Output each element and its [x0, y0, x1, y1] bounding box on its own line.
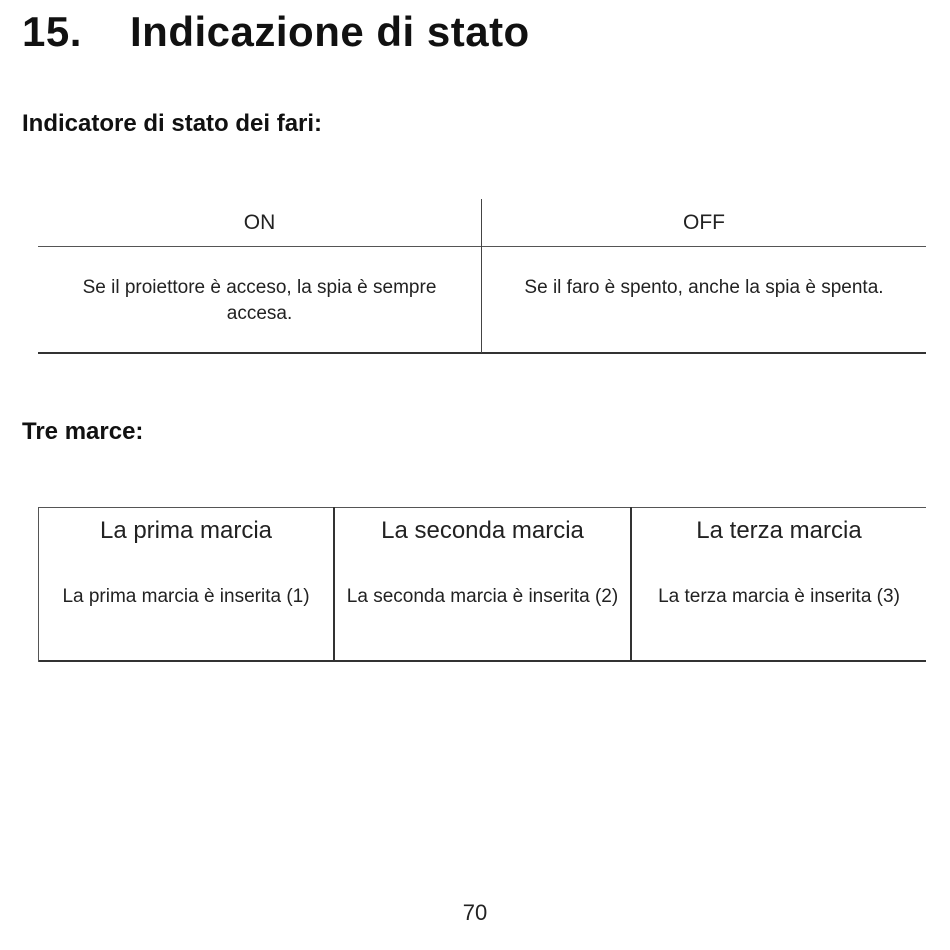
headlight-status-table — [38, 199, 926, 353]
gear-third-description: La terza marcia è inserita (3) — [658, 586, 900, 607]
page-title-text: Indicazione di stato — [130, 8, 530, 55]
page-number: 70 — [462, 900, 488, 925]
gear-second-cell — [335, 507, 630, 662]
headlight-on-column — [38, 199, 481, 353]
gears-heading: Tre marce: — [22, 418, 144, 445]
gear-third-title: La terza marcia — [696, 517, 862, 544]
section-number: 15. — [22, 8, 82, 55]
gear-second-title: La seconda marcia — [381, 517, 584, 544]
page-title — [22, 8, 530, 56]
gear-second-description: La seconda marcia è inserita (2) — [346, 586, 619, 607]
headlight-off-header: OFF — [683, 211, 725, 234]
headlight-status-heading: Indicatore di stato dei fari: — [22, 110, 323, 137]
headlight-on-description: Se il proiettore è acceso, la spia è sempre accesa. — [82, 277, 437, 324]
gear-first-cell — [39, 507, 333, 662]
gear-first-description: La prima marcia è inserita (1) — [62, 586, 310, 607]
gears-table — [38, 507, 926, 662]
gear-third-cell — [632, 507, 926, 662]
headlight-off-description: Se il faro è spento, anche la spia è spenta. — [524, 277, 884, 298]
headlight-off-column — [482, 199, 926, 353]
gear-first-title: La prima marcia — [99, 517, 273, 544]
headlight-on-header: ON — [243, 211, 276, 234]
